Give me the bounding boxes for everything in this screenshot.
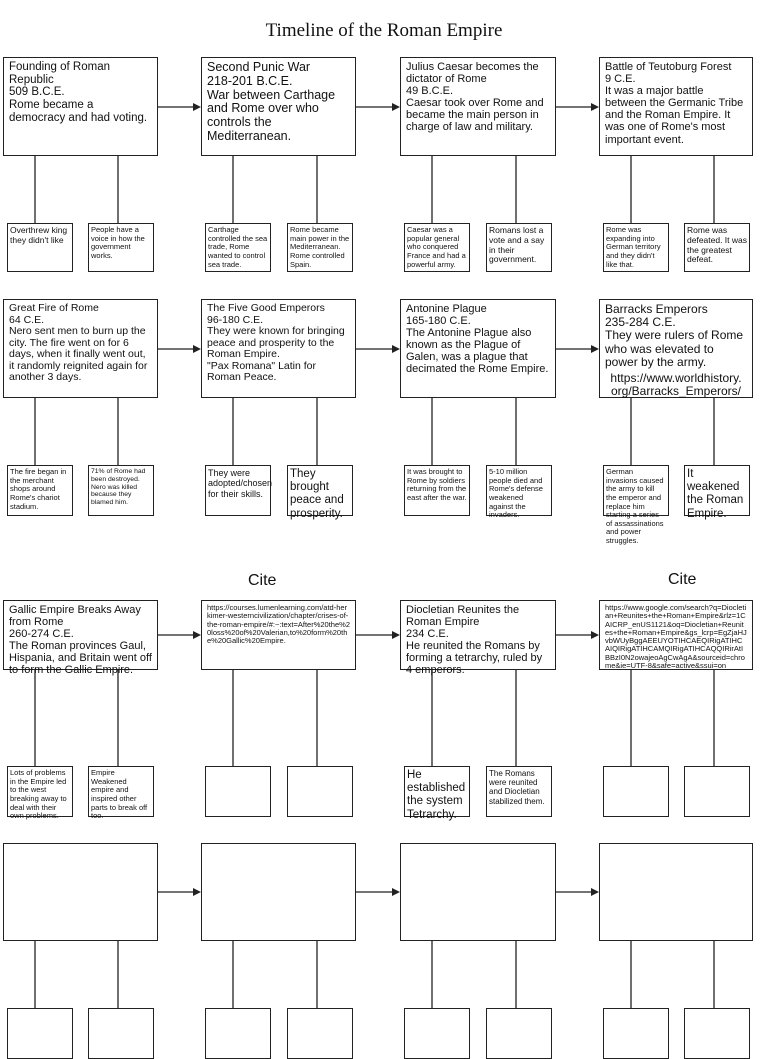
event-description: They were rulers of Rome who was elevated to power by the army. — [605, 328, 744, 369]
arrow-r4-c1-head — [193, 888, 201, 896]
effect-box-r4-c3[interactable] — [486, 1008, 552, 1059]
event-box-r4-c3[interactable] — [400, 843, 556, 941]
event-box-r3-c1[interactable] — [3, 600, 158, 677]
cause-box-r4-c4[interactable] — [603, 1008, 669, 1059]
cause-box-r3-c3[interactable]: He established the system Tetrarchy. — [404, 766, 470, 817]
effect-box-r4-c2[interactable] — [287, 1008, 353, 1059]
event-box-r1-c2[interactable] — [201, 57, 356, 156]
cause-box-r1-c4[interactable]: Rome was expanding into German territory and they didn't like that. — [603, 223, 669, 272]
arrow-r3-c2-head — [392, 631, 400, 639]
cause-box-r1-c3[interactable]: Caesar was a popular general who conquered France and had a powerful army. — [404, 223, 470, 272]
event-description: War between Carthage and Rome over who controls the Mediterranean. — [207, 87, 336, 143]
effect-box-r2-c2[interactable]: They brought peace and prosperity. — [287, 465, 353, 516]
source-link[interactable]: https://www.worldhistory. org/Barracks_Emperors/ — [610, 370, 742, 399]
effect-box-r3-c3[interactable]: The Romans were reunited and Diocletian stabilized them. — [486, 766, 552, 817]
arrow-r1-c1-head — [193, 103, 201, 111]
event-description: Rome became a democracy and had voting. — [9, 98, 148, 124]
event-heading: Great Fire of Rome 64 C.E. — [9, 302, 99, 326]
event-box-r2-c4[interactable] — [599, 299, 753, 398]
event-heading: The Five Good Emperors 96-180 C.E. — [207, 302, 325, 326]
event-heading: Founding of Roman Republic 509 B.C.E. — [9, 61, 111, 99]
cause-box-r2-c2[interactable]: They were adopted/chosen for their skills. — [205, 465, 271, 516]
arrow-r1-c2-head — [392, 103, 400, 111]
event-heading: Diocletian Reunites the Roman Empire 234 C.E. — [406, 604, 520, 641]
cause-box-r1-c1[interactable]: Overthrew king they didn't like — [7, 223, 73, 272]
event-box-r2-c2[interactable] — [201, 299, 356, 398]
arrow-r3-c3-head — [591, 631, 599, 639]
event-heading: Barracks Emperors 235-284 C.E. — [605, 302, 708, 330]
event-description: Nero sent men to burn up the city. The fire went on for 6 days, when it finally went out, it randomly reignited again for another 3 days. — [9, 325, 148, 384]
event-heading: Julius Caesar becomes the dictator of Rome 49 B.C.E. — [406, 61, 539, 98]
effect-box-r3-c4[interactable] — [684, 766, 750, 817]
event-heading: Antonine Plague 165-180 C.E. — [406, 303, 487, 328]
event-description: The Roman provinces Gaul, Hispania, and Britain went off to form the Gallic Empire. — [9, 640, 152, 677]
cite-label-2: Cite — [668, 571, 697, 588]
arrow-r3-c1-head — [193, 631, 201, 639]
effect-box-r2-c1[interactable]: 71% of Rome had been destroyed. Nero was killed because they blamed him. — [88, 465, 154, 516]
effect-box-r4-c4[interactable] — [684, 1008, 750, 1059]
cause-box-r3-c2[interactable] — [205, 766, 271, 817]
effect-box-r1-c3[interactable]: Romans lost a vote and a say in their government. — [486, 223, 552, 272]
cause-box-r2-c1[interactable]: The fire began in the merchant shops around Rome's chariot stadium. — [7, 465, 73, 516]
event-heading: Battle of Teutoburg Forest 9 C.E. — [605, 61, 732, 86]
cause-box-r3-c4[interactable] — [603, 766, 669, 817]
cause-box-r2-c4[interactable]: German invasions caused the army to kill the emperor and replace him starting a series of assassinations and power struggles. — [603, 465, 669, 516]
arrow-r2-c2-head — [392, 345, 400, 353]
event-box-r4-c1[interactable] — [3, 843, 158, 941]
event-description: Caesar took over Rome and became the main person in charge of law and military. — [406, 97, 544, 134]
event-description: It was a major battle between the Germanic Tribe and the Roman Empire. It was one of Rome's most important event. — [605, 85, 744, 146]
event-box-r1-c1[interactable] — [3, 57, 158, 156]
event-box-r1-c3[interactable] — [400, 57, 556, 156]
effect-box-r4-c1[interactable] — [88, 1008, 154, 1059]
event-description: The Antonine Plague also known as the Plague of Galen, was a plague that decimated the Rome Empire. — [406, 327, 549, 376]
effect-box-r2-c3[interactable]: 5-10 million people died and Rome's defense weakened against the invaders. — [486, 465, 552, 516]
cause-box-r4-c3[interactable] — [404, 1008, 470, 1059]
effect-box-r1-c2[interactable]: Rome became main power in the Mediterranean. Rome controlled Spain. — [287, 223, 353, 272]
event-heading: Second Punic War 218-201 B.C.E. — [207, 60, 311, 88]
arrow-r4-c2-head — [392, 888, 400, 896]
cause-box-r4-c1[interactable] — [7, 1008, 73, 1059]
event-description: They were known for bringing peace and prosperity to the Roman Empire. "Pax Romana" Latin for Roman Peace. — [207, 325, 345, 384]
event-heading: Gallic Empire Breaks Away from Rome 260-274 C.E. — [9, 604, 141, 641]
event-box-r3-c3[interactable] — [400, 600, 556, 677]
effect-box-r1-c1[interactable]: People have a voice in how the government works. — [88, 223, 154, 272]
event-box-r2-c3[interactable] — [400, 299, 556, 398]
cause-box-r3-c1[interactable]: Lots of problems in the Empire led to the west breaking away to deal with their own problems. — [7, 766, 73, 817]
effect-box-r2-c4[interactable]: It weakened the Roman Empire. — [684, 465, 750, 516]
effect-box-r3-c1[interactable]: Empire Weakened empire and inspired other parts to break off too. — [88, 766, 154, 817]
arrow-r2-c1-head — [193, 345, 201, 353]
event-box-r2-c1[interactable] — [3, 299, 158, 398]
event-box-r1-c4[interactable] — [599, 57, 753, 156]
event-box-r3-c2[interactable] — [201, 600, 356, 670]
arrow-r4-c3-head — [591, 888, 599, 896]
effect-box-r1-c4[interactable]: Rome was defeated. It was the greatest defeat. — [684, 223, 750, 272]
cause-box-r2-c3[interactable]: It was brought to Rome by soldiers returning from the east after the war. — [404, 465, 470, 516]
arrow-r1-c3-head — [591, 103, 599, 111]
event-description: He reunited the Romans by forming a tetrarchy, ruled by 4 emperors. — [406, 640, 543, 677]
cause-box-r4-c2[interactable] — [205, 1008, 271, 1059]
event-heading: https://www.google.com/search?q=Diocletian+Reunites+the+Roman+Empire&rlz=1CAICRP_enUS1121&oq=Diocletian+Reunites+the+Roman+Empire&gs_lcrp=EgZjaHJvbWUyBggAEEUYOTIHCAEQIRigATIHCAIQIRigATIHCAMQIRigATIHCAQQIRirAtIBBzI0N2owajeoAgCwAgA&sourceid=chrome&ie=UTF-8&safe=active&ssui=on — [605, 603, 747, 670]
arrow-r2-c3-head — [591, 345, 599, 353]
event-heading: https://courses.lumenlearning.com/atd-herkimer-westerncivilization/chapter/crises-of-the-roman-empire/#:~:text=After%20the%20loss%20of%20Valerian,to%20form%20the%20Gallic%20Empire. — [207, 603, 350, 645]
page-title: Timeline of the Roman Empire — [265, 20, 503, 41]
event-box-r4-c4[interactable] — [599, 843, 753, 941]
event-box-r4-c2[interactable] — [201, 843, 356, 941]
cause-box-r1-c2[interactable]: Carthage controlled the sea trade, Rome wanted to control sea trade. — [205, 223, 271, 272]
event-box-r3-c4[interactable] — [599, 600, 753, 670]
effect-box-r3-c2[interactable] — [287, 766, 353, 817]
cite-label-1: Cite — [248, 572, 277, 589]
